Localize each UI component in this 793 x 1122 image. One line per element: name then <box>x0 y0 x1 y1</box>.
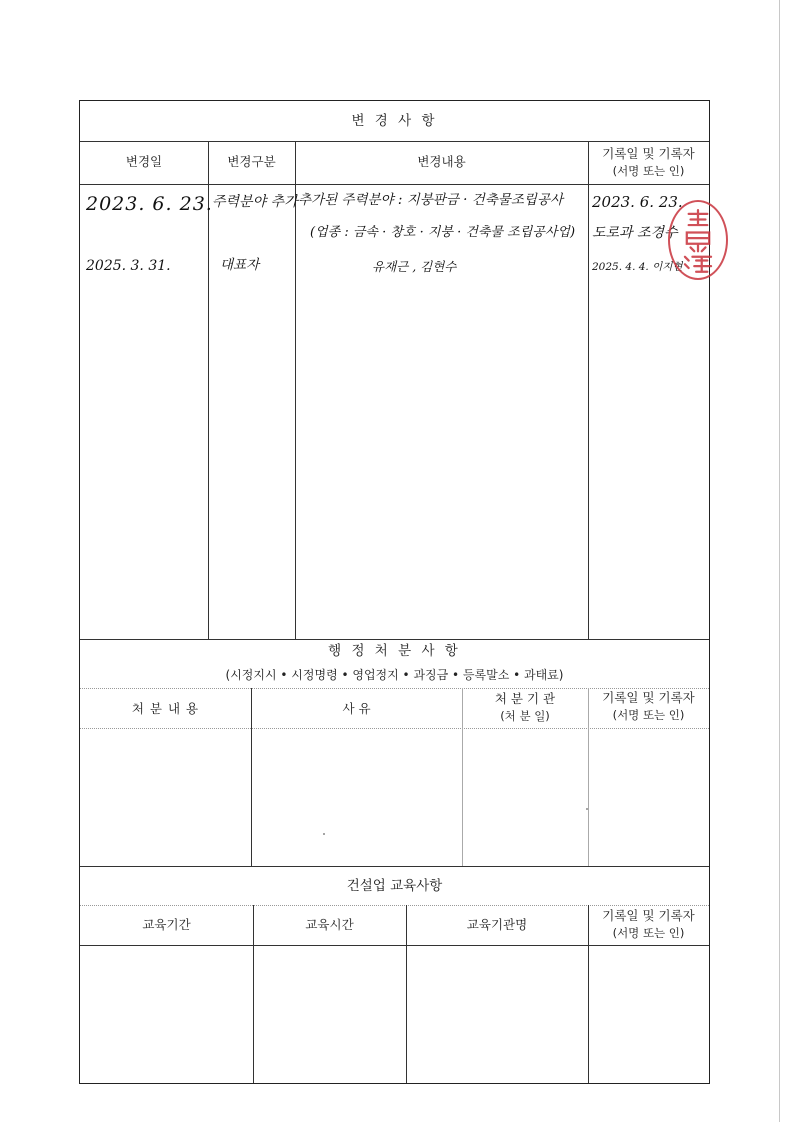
scan-page-edge <box>779 0 780 1122</box>
education-period-header: 교육기간 <box>142 917 191 932</box>
change-section-title: 변 경 사 항 <box>351 113 438 129</box>
change-col-divider-2 <box>295 141 296 639</box>
seal-glyphs <box>670 202 726 278</box>
scan-speck <box>323 833 325 835</box>
education-institution-header: 교육기관명 <box>466 917 528 932</box>
education-hours-header: 교육시간 <box>305 917 354 932</box>
row2-change-date: 2025. 3. 31. <box>86 258 171 274</box>
admin-content-header: 처 분 내 용 <box>131 701 200 716</box>
row2-change-category: 대표자 <box>220 257 260 273</box>
education-recorder-header-line2: (서명 또는 인) <box>612 926 685 940</box>
education-section-title: 건설업 교육사항 <box>346 878 443 894</box>
row1-recorder-date: 2023. 6. 23. <box>592 193 683 211</box>
change-recorder-header-line2: (서명 또는 인) <box>612 164 685 178</box>
change-header-divider <box>80 184 709 185</box>
education-title-divider <box>80 905 709 906</box>
education-col-divider-1 <box>253 905 254 1083</box>
admin-section-subtitle: (시정지시 • 시정명령 • 영업정지 • 과징금 • 등록말소 • 과태료) <box>225 668 564 682</box>
row2-change-content: 유재근 , 김현수 <box>372 259 457 274</box>
change-col-divider-1 <box>208 141 209 639</box>
row1-recorder-name: 도로과 조경수 <box>592 225 678 241</box>
education-col-divider-2 <box>406 905 407 1083</box>
scan-speck <box>586 808 588 810</box>
row1-change-date: 2023. 6. 23. <box>86 193 213 215</box>
admin-section-title: 행 정 처 분 사 항 <box>328 643 461 659</box>
admin-header-divider <box>80 728 709 729</box>
admin-subtitle-divider <box>80 688 709 689</box>
admin-agency-header-line1: 처 분 기 관 <box>494 691 556 706</box>
row1-change-content-line1: 추가된 주력분야 : 지붕판금 · 건축물조립공사 <box>298 192 564 208</box>
education-recorder-header-line1: 기록일 및 기록자 <box>602 908 695 923</box>
change-date-header: 변경일 <box>125 154 163 169</box>
admin-agency-header-line2: (처 분 일) <box>500 709 550 723</box>
row1-change-category: 주력분야 추가 <box>212 194 298 210</box>
change-section-bottom <box>80 639 709 640</box>
change-title-divider <box>80 141 709 142</box>
official-seal-stamp <box>668 200 728 280</box>
change-recorder-header-line1: 기록일 및 기록자 <box>602 146 695 161</box>
change-content-header: 변경내용 <box>417 154 466 169</box>
row1-change-content-line2: (업종 : 금속 · 창호 · 지붕 · 건축물 조립공사업) <box>310 225 576 240</box>
change-col-divider-3 <box>588 141 589 639</box>
admin-section-bottom <box>80 866 709 867</box>
admin-recorder-header-line1: 기록일 및 기록자 <box>602 690 695 705</box>
admin-reason-header: 사 유 <box>342 701 371 716</box>
education-header-divider <box>80 945 709 946</box>
admin-recorder-header-line2: (서명 또는 인) <box>612 708 685 722</box>
change-category-header: 변경구분 <box>227 154 276 169</box>
row2-recorder: 2025. 4. 4. 이지현 <box>592 261 683 273</box>
